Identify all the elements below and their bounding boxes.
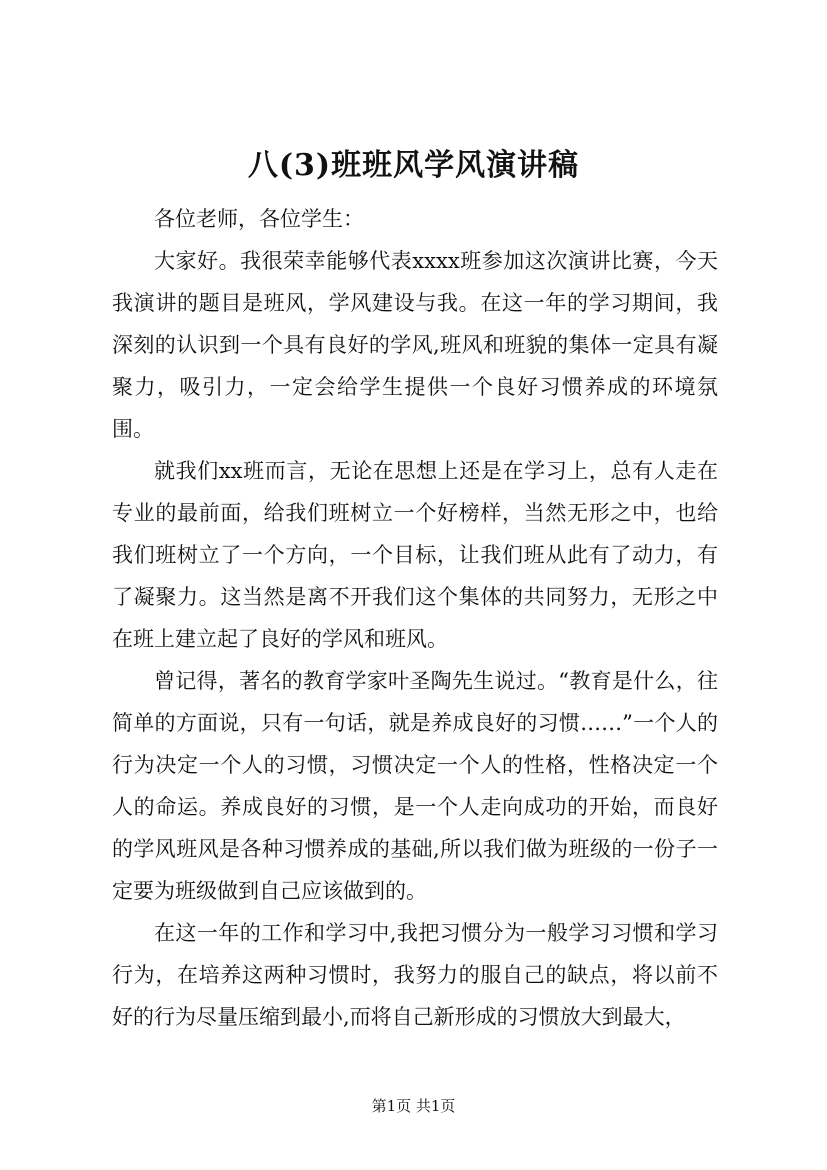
document-body [112, 198, 718, 1038]
salutation-paragraph: 各位老师，各位学生： [154, 207, 364, 231]
page-footer: 第1页 共1页 [371, 1097, 456, 1115]
body-paragraph: 大家好。我很荣幸能够代表xxxx班参加这次演讲比赛，今天我演讲的题目是班风，学风建设与我。在这一年的学习期间，我深刻的认识到一个具有良好的学风,班风和班貌的集体一定具有凝聚力，吸引力，一定会给学生提供一个良好习惯养成的环境氛围。 [112, 249, 718, 441]
body-paragraph: 在这一年的工作和学习中,我把习惯分为一般学习习惯和学习行为，在培养这两种习惯时，我努力的服自己的缺点，将以前不好的行为尽量压缩到最小,而将自己新形成的习惯放大到最大， [112, 921, 718, 1029]
page-title: 八(3)班班风学风演讲稿 [247, 148, 580, 183]
body-paragraph: 就我们xx班而言，无论在思想上还是在学习上，总有人走在专业的最前面，给我们班树立一个好榜样，当然无形之中，也给我们班树立了一个方向，一个目标，让我们班从此有了动力，有了凝聚力。这当然是离不开我们这个集体的共同努力，无形之中在班上建立起了良好的学风和班风。 [112, 459, 718, 651]
body-paragraph: 曾记得，著名的教育学家叶圣陶先生说过。“教育是什么，往简单的方面说，只有一句话，就是养成良好的习惯……”一个人的行为决定一个人的习惯，习惯决定一个人的性格，性格决定一个人的命运。养成良好的习惯，是一个人走向成功的开始，而良好的学风班风是各种习惯养成的基础,所以我们做为班级的一份子一定要为班级做到自己应该做到的。 [112, 669, 718, 903]
